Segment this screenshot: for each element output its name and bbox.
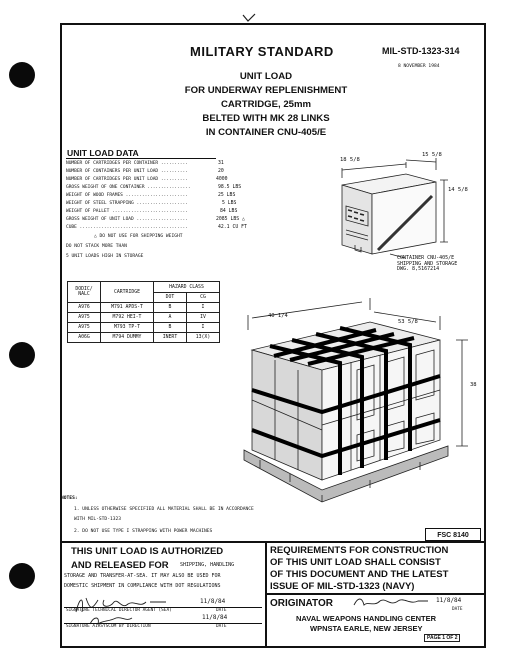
table-cell: INERT xyxy=(154,333,187,343)
originator-label: ORIGINATOR xyxy=(270,598,333,609)
container-width-dimension: 18 5/8 xyxy=(340,157,360,163)
table-cell: M793 TP-T xyxy=(101,323,154,333)
authorization-line: THIS UNIT LOAD IS AUTHORIZED xyxy=(71,546,224,557)
page-number: PAGE 1 OF 2 xyxy=(424,634,460,642)
note-item: 1. UNLESS OTHERWISE SPECIFIED ALL MATERIAL SHALL BE IN ACCORDANCE xyxy=(74,507,254,512)
signature-date: 11/8/84 xyxy=(202,614,228,621)
requirements-line: OF THIS UNIT LOAD SHALL CONSIST xyxy=(270,557,441,568)
document-date: 8 NOVEMBER 1984 xyxy=(398,64,440,69)
table-cell: M794 DUMMY xyxy=(101,333,154,343)
data-row-label: NUMBER OF CONTAINERS PER UNIT LOAD .......... xyxy=(66,169,188,174)
data-row-label: CUBE ........................................ xyxy=(66,225,188,230)
data-row-value: 4000 xyxy=(216,177,228,182)
divider xyxy=(265,541,267,648)
table-cell: A975 xyxy=(68,323,101,333)
check-mark-icon xyxy=(241,13,257,23)
data-row-label: NUMBER OF CARTRIDGES PER UNIT LOAD .......... xyxy=(66,177,188,182)
fsc-box: FSC 8140 xyxy=(425,528,481,541)
subtitle-line: FOR UNDERWAY REPLENISHMENT xyxy=(184,85,348,96)
binder-hole xyxy=(9,563,35,589)
unit-height-dimension: 38 xyxy=(470,382,477,388)
table-cell: B xyxy=(154,303,187,313)
table-row xyxy=(68,313,220,323)
divider xyxy=(60,541,486,543)
date-label: DATE xyxy=(216,608,227,613)
table-cell: M792 HEI-T xyxy=(101,313,154,323)
unit-load-drawing xyxy=(230,150,484,515)
table-cell: A975 xyxy=(68,313,101,323)
table-header: CARTRIDGE xyxy=(101,282,154,303)
table-header: CG xyxy=(187,293,220,303)
signature-date: 11/8/84 xyxy=(200,598,226,605)
data-row-label: NUMBER OF CARTRIDGES PER CONTAINER .......... xyxy=(66,161,188,166)
container-label xyxy=(397,256,457,273)
stack-note: DO NOT STACK MORE THAN xyxy=(66,244,127,249)
authorization-line-bold: AND RELEASED FOR xyxy=(71,560,169,571)
note-item: 2. DO NOT USE TYPE I STRAPPING WITH POWER MACHINES xyxy=(74,529,213,534)
container-label-line: SHIPPING AND STORAGE xyxy=(397,260,458,267)
container-height-dimension: 14 5/8 xyxy=(448,187,468,193)
container-label-line: CONTAINER CNU-405/E xyxy=(397,255,455,261)
dodic-table xyxy=(67,281,220,343)
table-row xyxy=(68,303,220,313)
table-cell: M791 APDS-T xyxy=(101,303,154,313)
table-cell: 13(X) xyxy=(187,333,220,343)
table-cell: IV xyxy=(187,313,220,323)
document-number: MIL-STD-1323-314 xyxy=(382,46,460,56)
requirements-line: ISSUE OF MIL-STD-1323 (NAVY) xyxy=(270,581,415,592)
data-row-value: 84 LBS xyxy=(220,209,238,214)
data-row-value: 31 xyxy=(218,161,224,166)
container-label-line: DWG. 8,5167214 xyxy=(397,266,440,272)
data-row-value: 98.5 LBS xyxy=(218,185,242,190)
originator-date: 11/8/84 xyxy=(436,597,462,604)
divider xyxy=(66,158,216,159)
table-cell: A06G xyxy=(68,333,101,343)
originator-org: NAVAL WEAPONS HANDLING CENTER xyxy=(296,614,437,623)
data-row-label: WEIGHT OF WOOD FRAMES ....................... xyxy=(66,193,188,198)
table-cell: A xyxy=(154,313,187,323)
unit-width-dimension: 40 1/4 xyxy=(268,313,288,319)
authorization-line: SHIPPING, HANDLING xyxy=(180,562,235,568)
data-row-label: GROSS WEIGHT OF ONE CONTAINER ................ xyxy=(66,185,191,190)
notes-heading: NOTES: xyxy=(61,496,78,501)
data-row-label: WEIGHT OF STEEL STRAPPING ................... xyxy=(66,201,188,206)
binder-hole xyxy=(9,342,35,368)
date-label: DATE xyxy=(452,607,463,612)
unit-load-data-heading: UNIT LOAD DATA xyxy=(67,148,139,158)
signature-label: SIGNATURE TECHNICAL DIRECTOR AGENT (SEA) xyxy=(66,608,172,613)
requirements-line: REQUIREMENTS FOR CONSTRUCTION xyxy=(270,545,449,556)
container-depth-dimension: 15 5/8 xyxy=(422,152,442,158)
document-title: MILITARY STANDARD xyxy=(190,44,334,59)
authorization-line: STORAGE AND TRANSFER-AT-SEA. IT MAY ALSO BE USED FOR xyxy=(64,573,221,579)
stack-note: 5 UNIT LOADS HIGH IN STORAGE xyxy=(66,254,144,259)
subtitle-line: CARTRIDGE, 25mm xyxy=(220,99,312,110)
data-row-value: 2085 LBS △ xyxy=(216,217,245,222)
data-row-label: WEIGHT OF PALLET ............................ xyxy=(66,209,188,214)
table-header: DODIC/ NALC xyxy=(68,282,101,303)
data-row-value: 42.1 CU FT xyxy=(218,225,247,230)
table-header: HAZARD CLASS xyxy=(154,282,220,293)
data-row-label: GROSS WEIGHT OF UNIT LOAD ................... xyxy=(66,217,188,222)
table-row xyxy=(68,323,220,333)
signature-label: SIGNATURE AIRSYSCOM BY DIRECTION xyxy=(66,624,151,629)
originator-signature xyxy=(352,595,432,611)
data-row-value: 25 LBS xyxy=(218,193,236,198)
originator-org: WPNSTA EARLE, NEW JERSEY xyxy=(310,624,423,633)
note-item: WITH MIL-STD-1323 xyxy=(74,517,122,522)
data-row-value: 20 xyxy=(218,169,224,174)
subtitle-line: UNIT LOAD xyxy=(239,71,293,82)
container-cnu-405-drawing xyxy=(342,174,436,254)
subtitle-line: IN CONTAINER CNU-405/E xyxy=(205,127,327,138)
requirements-line: OF THIS DOCUMENT AND THE LATEST xyxy=(270,569,449,580)
data-row-value: 5 LBS xyxy=(222,201,237,206)
table-cell: I xyxy=(187,303,220,313)
table-cell: B xyxy=(154,323,187,333)
unit-length-dimension: 53 5/8 xyxy=(398,319,418,325)
table-cell: A976 xyxy=(68,303,101,313)
table-header: DOT xyxy=(154,293,187,303)
date-label: DATE xyxy=(216,624,227,629)
authorization-line: DOMESTIC SHIPMENT IN COMPLIANCE WITH DOT REGULATIONS xyxy=(64,583,221,589)
table-cell: I xyxy=(187,323,220,333)
shipping-weight-footnote: △ DO NOT USE FOR SHIPPING WEIGHT xyxy=(94,234,183,239)
subtitle-line: BELTED WITH MK 28 LINKS xyxy=(202,113,330,124)
binder-hole xyxy=(9,62,35,88)
table-row xyxy=(68,333,220,343)
